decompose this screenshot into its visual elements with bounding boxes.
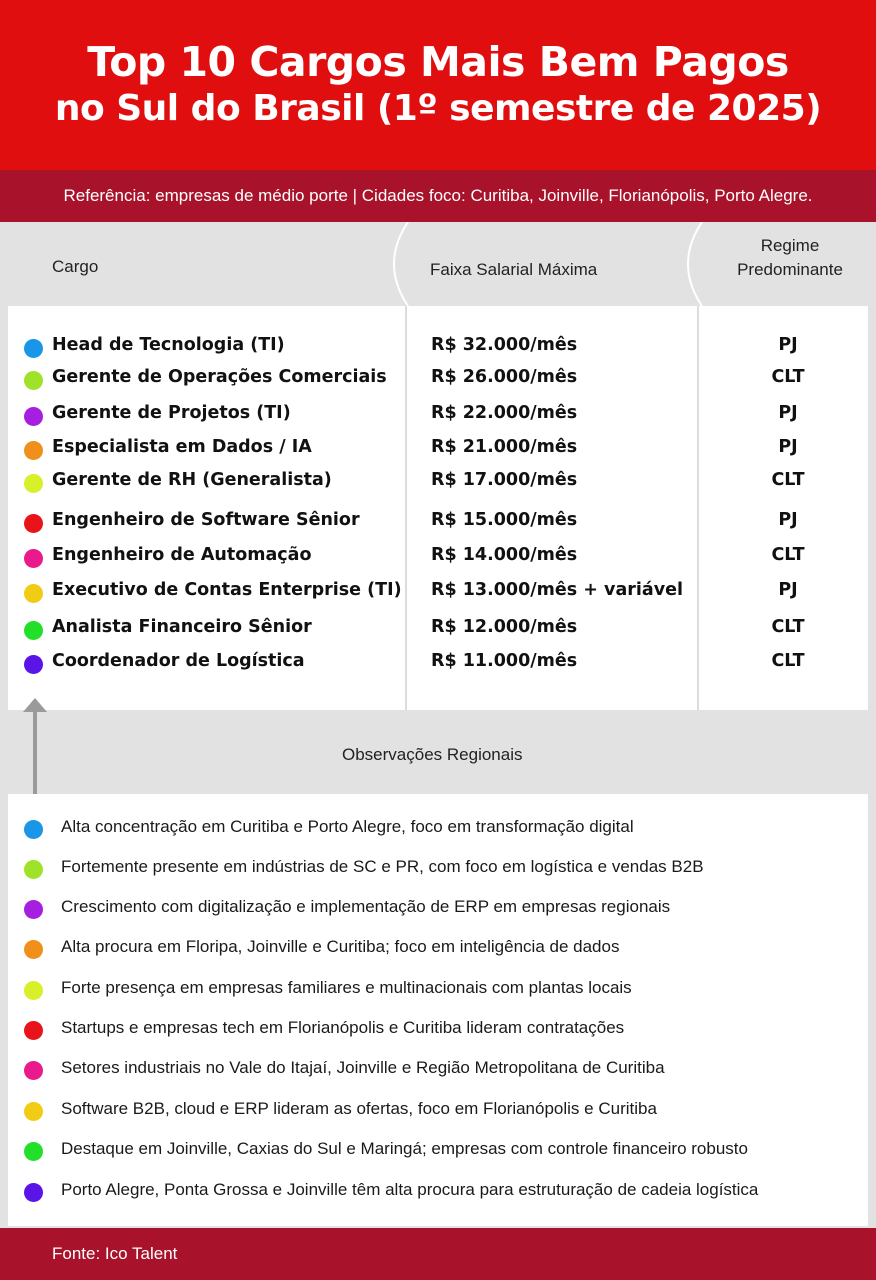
color-dot-icon bbox=[24, 655, 43, 674]
salary-cell: R$ 32.000/mês bbox=[431, 335, 578, 355]
cargo-cell: Analista Financeiro Sênior bbox=[52, 617, 312, 637]
page-subtitle: no Sul do Brasil (1º semestre de 2025) bbox=[54, 88, 822, 129]
color-dot-icon bbox=[24, 584, 43, 603]
color-dot-icon bbox=[24, 441, 43, 460]
salary-cell: R$ 15.000/mês bbox=[431, 510, 578, 530]
cargo-cell: Especialista em Dados / IA bbox=[52, 437, 312, 457]
regime-cell: CLT bbox=[771, 651, 805, 671]
color-dot-icon bbox=[24, 1102, 43, 1121]
salary-cell: R$ 26.000/mês bbox=[431, 367, 578, 387]
table-row bbox=[0, 435, 876, 463]
list-item bbox=[0, 935, 876, 963]
cargo-cell: Engenheiro de Software Sênior bbox=[52, 510, 360, 530]
regime-cell: CLT bbox=[771, 545, 805, 565]
salary-cell: R$ 13.000/mês + variável bbox=[431, 580, 683, 600]
list-item bbox=[0, 1056, 876, 1084]
regime-cell: CLT bbox=[771, 617, 805, 637]
observations-title: Observações Regionais bbox=[342, 745, 523, 764]
regime-cell: CLT bbox=[771, 367, 805, 387]
table-row bbox=[0, 543, 876, 571]
observation-text: Forte presença em empresas familiares e multinacionais com plantas locais bbox=[61, 978, 632, 997]
cargo-cell: Coordenador de Logística bbox=[52, 651, 305, 671]
observation-text: Fortemente presente em indústrias de SC e PR, com foco em logística e vendas B2B bbox=[61, 857, 704, 876]
observations-header bbox=[0, 710, 876, 794]
observation-text: Software B2B, cloud e ERP lideram as ofertas, foco em Florianópolis e Curitiba bbox=[61, 1099, 657, 1118]
observation-text: Alta procura em Floripa, Joinville e Curitiba; foco em inteligência de dados bbox=[61, 937, 620, 956]
table-row bbox=[0, 649, 876, 677]
color-dot-icon bbox=[24, 940, 43, 959]
regime-cell: PJ bbox=[778, 580, 798, 600]
table-header bbox=[0, 222, 876, 306]
observation-text: Startups e empresas tech em Florianópolis e Curitiba lideram contratações bbox=[61, 1018, 625, 1037]
header-banner bbox=[0, 0, 876, 170]
observation-text: Alta concentração em Curitiba e Porto Alegre, foco em transformação digital bbox=[61, 817, 634, 836]
list-item bbox=[0, 1178, 876, 1206]
salary-cell: R$ 12.000/mês bbox=[431, 617, 578, 637]
column-header-regime-line1: Regime bbox=[760, 236, 820, 255]
cargo-cell: Gerente de Operações Comerciais bbox=[52, 367, 387, 387]
cargo-cell: Engenheiro de Automação bbox=[52, 545, 312, 565]
table-row bbox=[0, 401, 876, 429]
reference-bar: Referência: empresas de médio porte | Cidades foco: Curitiba, Joinville, Florianópolis, Porto Alegre. bbox=[0, 170, 876, 222]
color-dot-icon bbox=[24, 820, 43, 839]
list-item bbox=[0, 855, 876, 883]
regime-cell: PJ bbox=[778, 335, 798, 355]
list-item bbox=[0, 976, 876, 1004]
color-dot-icon bbox=[24, 1021, 43, 1040]
column-header-cargo: Cargo bbox=[52, 257, 99, 276]
source-label: Fonte: Ico Talent bbox=[52, 1244, 178, 1263]
header-divider-curve-2 bbox=[674, 222, 704, 306]
table-row bbox=[0, 508, 876, 536]
color-dot-icon bbox=[24, 514, 43, 533]
regime-cell: CLT bbox=[771, 470, 805, 490]
list-item bbox=[0, 1137, 876, 1165]
salary-cell: R$ 14.000/mês bbox=[431, 545, 578, 565]
regime-cell: PJ bbox=[778, 437, 798, 457]
column-header-faixa: Faixa Salarial Máxima bbox=[430, 260, 598, 279]
salary-cell: R$ 21.000/mês bbox=[431, 437, 578, 457]
observation-text: Setores industriais no Vale do Itajaí, Joinville e Região Metropolitana de Curitiba bbox=[61, 1058, 665, 1077]
salary-cell: R$ 17.000/mês bbox=[431, 470, 578, 490]
table-row bbox=[0, 468, 876, 496]
color-dot-icon bbox=[24, 549, 43, 568]
color-dot-icon bbox=[24, 981, 43, 1000]
regime-cell: PJ bbox=[778, 403, 798, 423]
table-row bbox=[0, 365, 876, 393]
table-row bbox=[0, 578, 876, 606]
table-row bbox=[0, 615, 876, 643]
color-dot-icon bbox=[24, 900, 43, 919]
color-dot-icon bbox=[24, 1142, 43, 1161]
list-item bbox=[0, 895, 876, 923]
cargo-cell: Head de Tecnologia (TI) bbox=[52, 335, 285, 355]
list-item bbox=[0, 1016, 876, 1044]
color-dot-icon bbox=[24, 1183, 43, 1202]
color-dot-icon bbox=[24, 860, 43, 879]
column-header-regime-line2: Predominante bbox=[737, 260, 843, 279]
observation-text: Crescimento com digitalização e implementação de ERP em empresas regionais bbox=[61, 897, 671, 916]
list-item bbox=[0, 1097, 876, 1125]
color-dot-icon bbox=[24, 371, 43, 390]
footer-bar bbox=[0, 1228, 876, 1280]
cargo-cell: Gerente de RH (Generalista) bbox=[52, 470, 332, 490]
salary-cell: R$ 22.000/mês bbox=[431, 403, 578, 423]
color-dot-icon bbox=[24, 339, 43, 358]
table-row bbox=[0, 333, 876, 361]
color-dot-icon bbox=[24, 474, 43, 493]
observation-text: Destaque em Joinville, Caxias do Sul e Maringá; empresas com controle financeiro robusto bbox=[61, 1139, 748, 1158]
color-dot-icon bbox=[24, 621, 43, 640]
observation-text: Porto Alegre, Ponta Grossa e Joinville têm alta procura para estruturação de cadeia logística bbox=[61, 1180, 759, 1199]
list-item bbox=[0, 815, 876, 843]
cargo-cell: Executivo de Contas Enterprise (TI) bbox=[52, 580, 402, 600]
regime-cell: PJ bbox=[778, 510, 798, 530]
salary-cell: R$ 11.000/mês bbox=[431, 651, 578, 671]
color-dot-icon bbox=[24, 1061, 43, 1080]
color-dot-icon bbox=[24, 407, 43, 426]
header-divider-curve-1 bbox=[380, 222, 410, 306]
cargo-cell: Gerente de Projetos (TI) bbox=[52, 403, 291, 423]
page-title: Top 10 Cargos Mais Bem Pagos bbox=[87, 38, 789, 86]
column-header-regime bbox=[700, 234, 876, 282]
